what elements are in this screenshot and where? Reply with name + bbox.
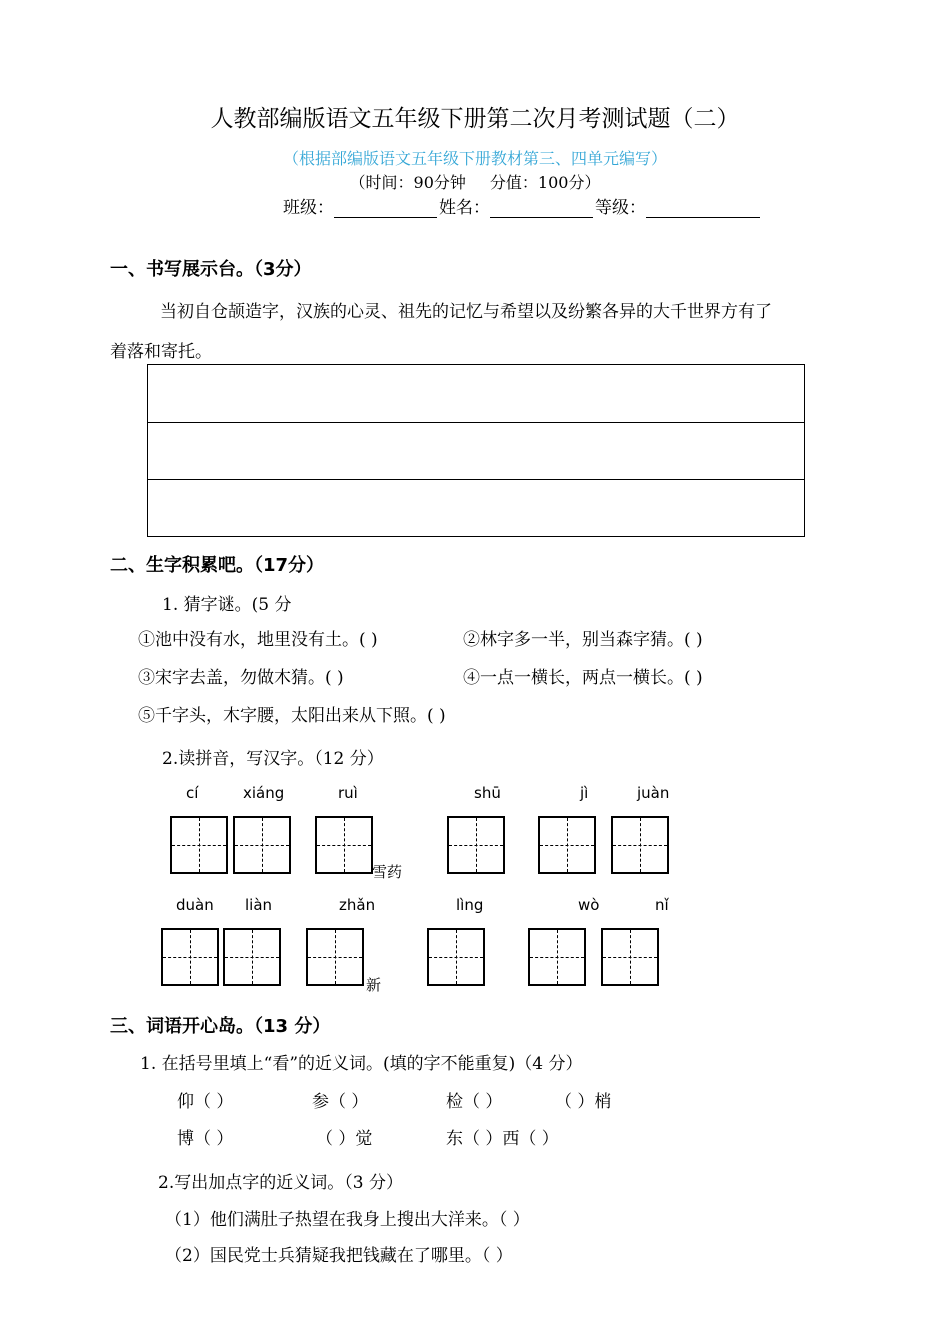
text-fragment: 新 [366, 976, 382, 994]
writing-line [148, 479, 804, 480]
riddle-4: ④一点一横长，两点一横长。( ) [463, 668, 703, 688]
q1-synonym-title: 1. 在括号里填上“看”的近义词。(填的字不能重复)（4 分） [140, 1054, 583, 1074]
q1-riddle-title: 1. 猜字谜。(5 分 [162, 595, 292, 615]
pinyin-ling: lìng [456, 896, 484, 914]
riddle-3: ③宋字去盖，勿做木猜。( ) [138, 668, 344, 688]
page-subtitle: （根据部编版语文五年级下册教材第三、四单元编写） [282, 149, 667, 168]
section1-heading: 一、书写展示台。（3分） [110, 259, 312, 280]
fill-shao: （ ）梢 [555, 1092, 612, 1112]
text-fragment: 雪药 [372, 863, 403, 881]
fill-jian: 检（ ） [446, 1092, 503, 1112]
writing-box[interactable] [147, 364, 805, 537]
exam-time: （时间：90分钟 [349, 173, 466, 192]
grade-label: 等级： [595, 198, 646, 218]
char-grid[interactable] [611, 816, 669, 874]
class-label: 班级： [283, 198, 334, 218]
riddle-2: ②林字多一半，别当森字猜。( ) [463, 630, 703, 650]
pinyin-lian: liàn [245, 896, 273, 914]
pinyin-rui: ruì [338, 784, 358, 802]
q2-synonym-title: 2.写出加点字的近义词。（3 分） [158, 1173, 403, 1193]
char-grid[interactable] [161, 928, 219, 986]
sentence-1: （1）他们满肚子热望在我身上搜出大洋来。（ ） [165, 1210, 530, 1230]
char-grid[interactable] [538, 816, 596, 874]
section3-heading: 三、词语开心岛。（13 分） [110, 1016, 331, 1037]
fill-jue: （ ）觉 [316, 1129, 373, 1149]
pinyin-juan: juàn [637, 784, 670, 802]
pinyin-zhan: zhǎn [339, 896, 376, 914]
exam-score: 分值：100分） [489, 173, 601, 192]
pinyin-xiang: xiáng [243, 784, 285, 802]
class-blank[interactable] [334, 199, 437, 218]
page-title: 人教部编版语文五年级下册第二次月考测试题（二） [210, 106, 740, 132]
fill-can: 参（ ） [312, 1092, 369, 1112]
pinyin-duan: duàn [176, 896, 214, 914]
exam-meta [0, 170, 950, 193]
char-grid[interactable] [315, 816, 373, 874]
char-grid[interactable] [427, 928, 485, 986]
section1-text-line2: 着落和寄托。 [110, 342, 212, 362]
char-grid[interactable] [601, 928, 659, 986]
char-grid[interactable] [233, 816, 291, 874]
grade-blank[interactable] [646, 199, 760, 218]
char-grid[interactable] [170, 816, 228, 874]
char-grid[interactable] [306, 928, 364, 986]
pinyin-ci: cí [186, 784, 199, 802]
char-grid[interactable] [528, 928, 586, 986]
q2-pinyin-title: 2.读拼音，写汉字。（12 分） [162, 749, 384, 769]
fill-dongxi: 东（ ）西（ ） [446, 1129, 559, 1149]
char-grid[interactable] [223, 928, 281, 986]
pinyin-shu: shū [474, 784, 501, 802]
riddle-5: ⑤千字头，木字腰，太阳出来从下照。( ) [138, 706, 446, 726]
char-grid[interactable] [447, 816, 505, 874]
section2-heading: 二、生字积累吧。（17分） [110, 555, 325, 576]
section1-text-line1: 当初自仓颉造字，汉族的心灵、祖先的记忆与希望以及纷繁各异的大千世界方有了 [160, 302, 772, 322]
pinyin-wo: wò [578, 896, 600, 914]
name-label: 姓名： [439, 198, 490, 218]
name-blank[interactable] [490, 199, 593, 218]
pinyin-ni: nǐ [655, 896, 669, 914]
student-info [283, 193, 762, 218]
writing-line [148, 422, 804, 423]
fill-bo: 博（ ） [177, 1129, 234, 1149]
riddle-1: ①池中没有水，地里没有土。( ) [138, 630, 378, 650]
sentence-2: （2）国民党士兵猜疑我把钱藏在了哪里。（ ） [165, 1246, 513, 1266]
fill-yang: 仰（ ） [177, 1092, 234, 1112]
pinyin-ji: jì [580, 784, 589, 802]
